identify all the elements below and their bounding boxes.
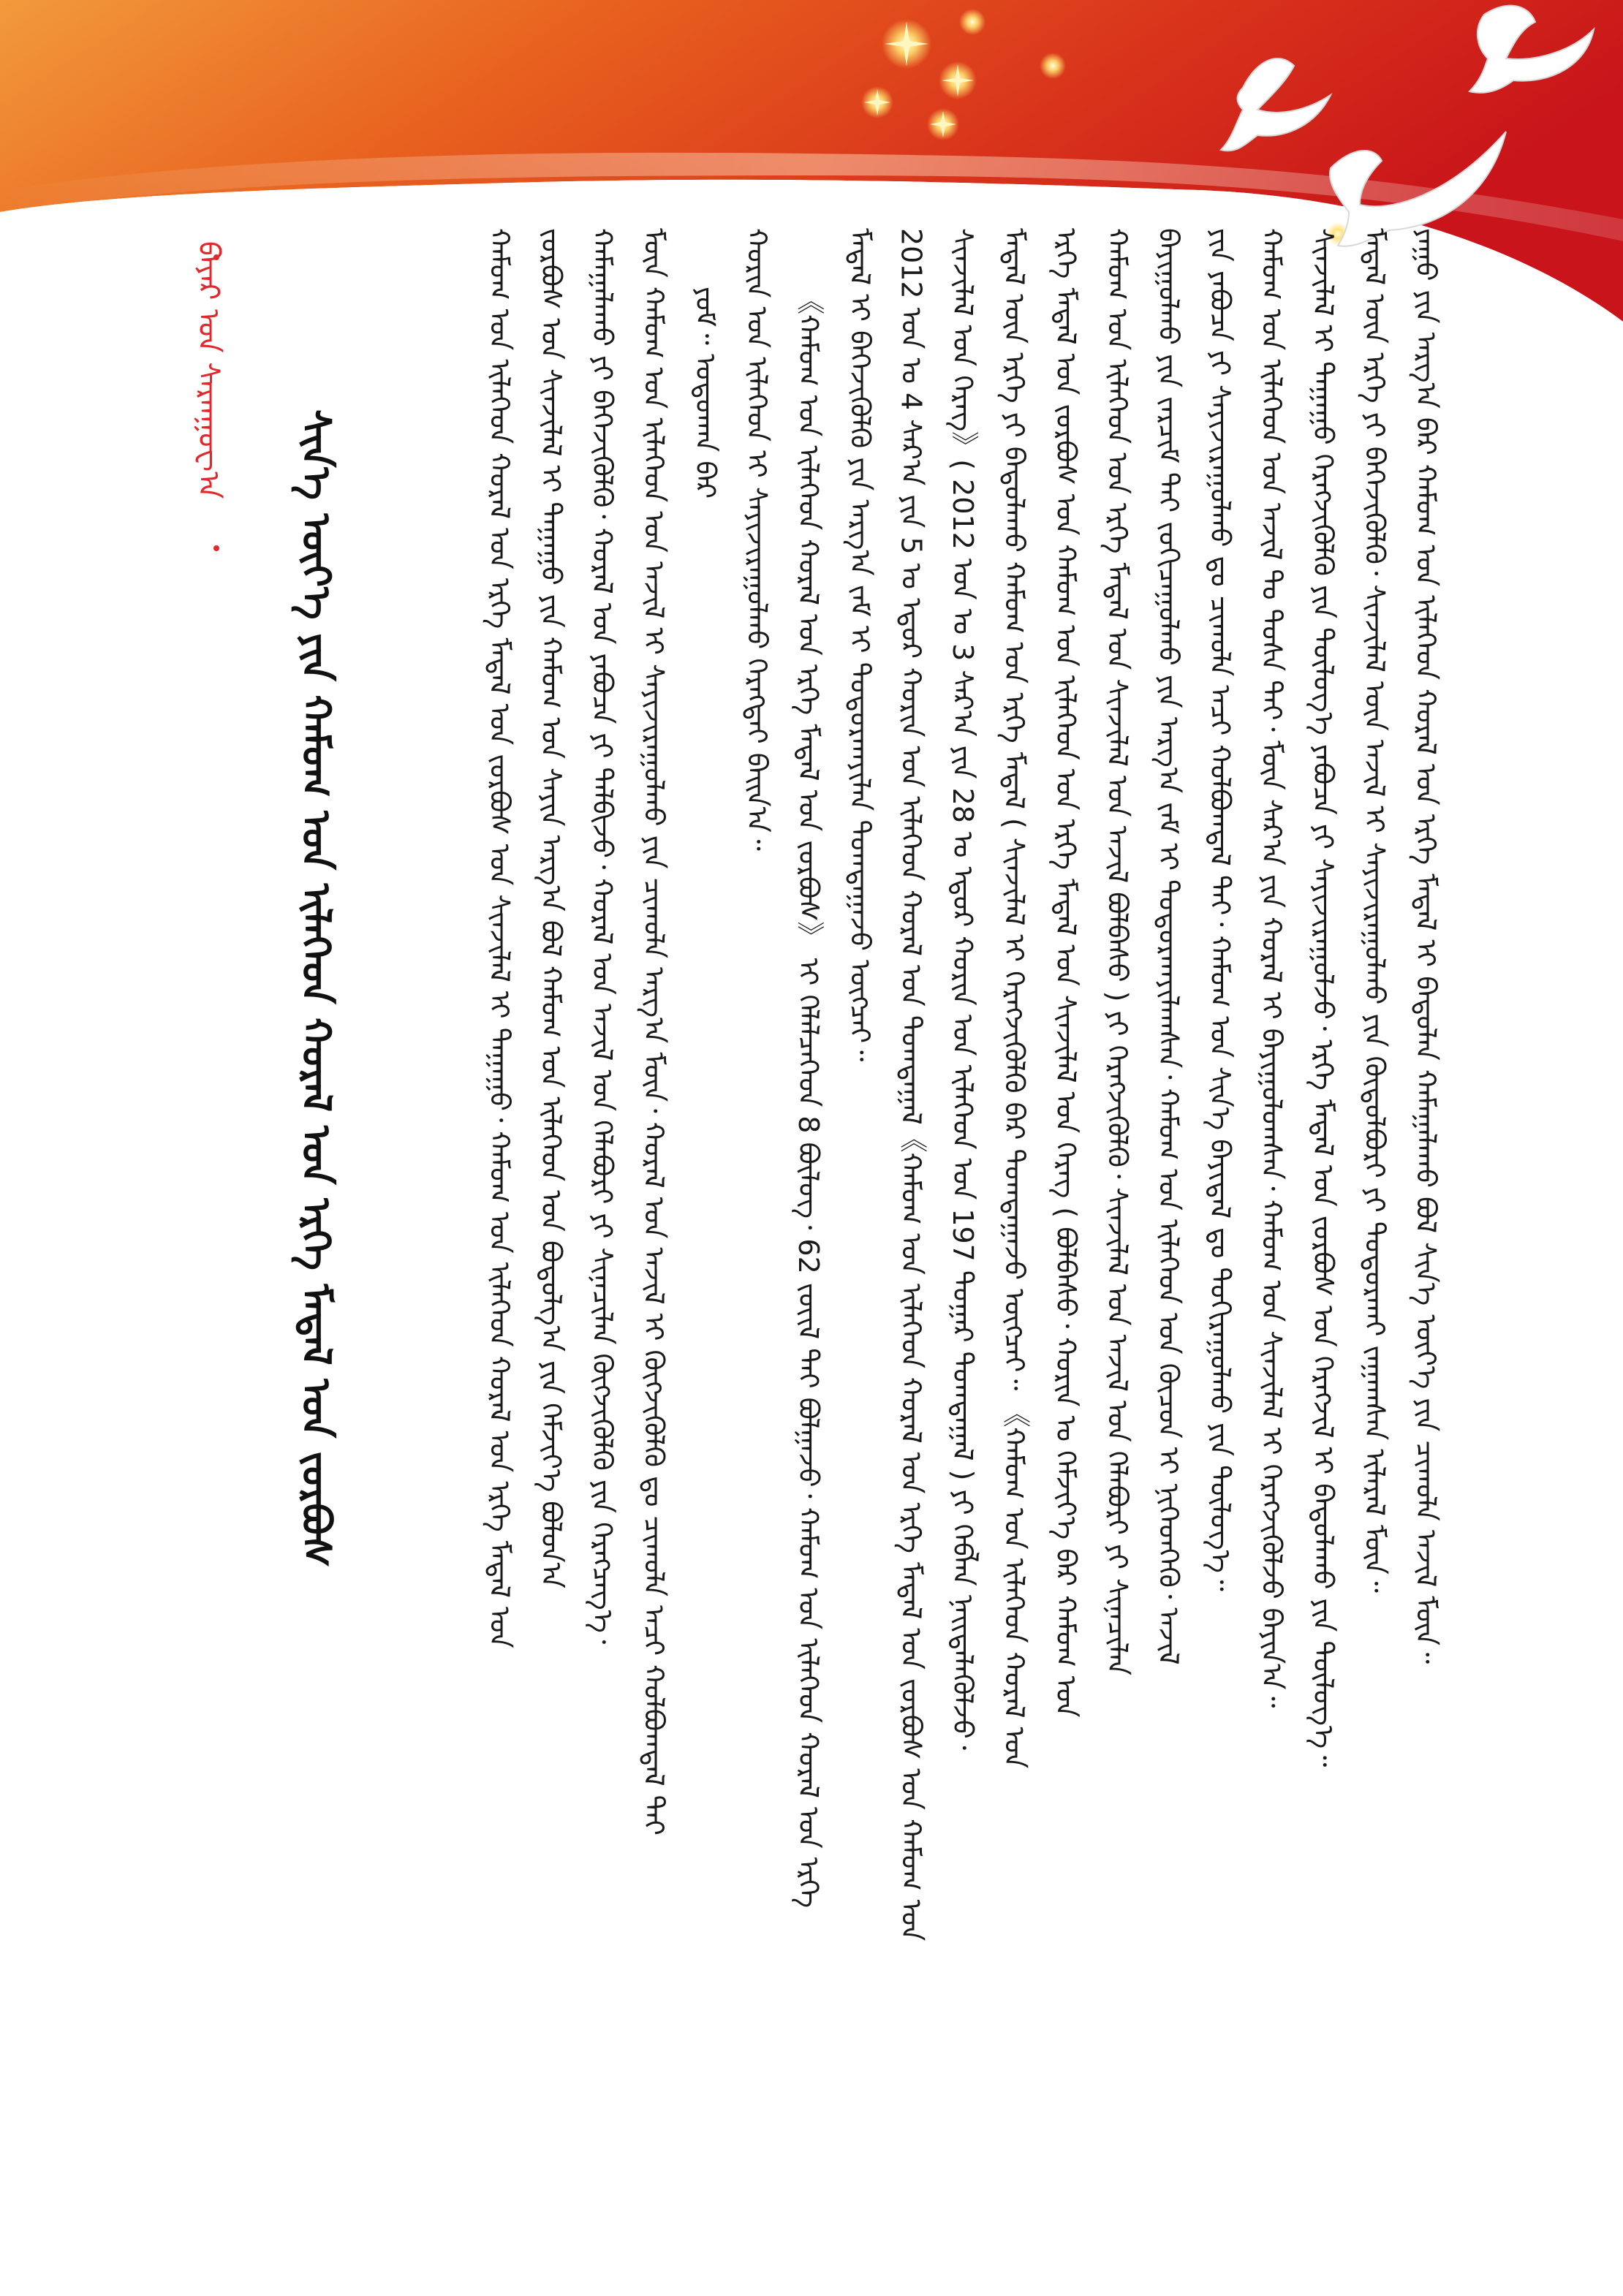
text-column-8: ᠮᠡᠳᠡᠯ ᠢ ᠪᠡᠬᠡᠵᠢᠭᠦᠯᠬᠦ ᠶᠢᠨ ᠠᠷᠭ᠎ᠠ ᠵᠠᠮ ᠢ ᠲᠣᠳᠣᠷᠬᠠᠶᠢᠯᠠᠨ ᠲᠣᠭᠲᠠᠭᠠᠵᠤ ᠥᠭᠴᠡᠢ᠃ [844,228,877,1062]
text-column-10: ᠰᠢᠨᠵᠢᠯᠡᠯ ᠤᠨ ᠬᠡᠷᠡᠭ》( 2012 ᠣᠨ ᠤ 3 ᠰᠠᠷ᠎ᠠ ᠶᠢᠨ 28 ᠤ ᠡᠳᠦᠷ ᠬᠣᠷᠢᠨ ᠤᠨ ᠢᠯᠡᠬᠡᠳ ᠤᠨ 197 ᠳᠤᠭᠠᠷ ᠲᠣᠭᠲᠠᠭᠠᠯ ) ᠶᠢ ᠬᠡᠪᠯᠡᠨ ᠨᠡᠢᠲᠡᠯᠡᠭᠦᠯᠵᠦ᠂ [947,228,980,1751]
author-bullet-dot [213,545,219,551]
text-column-12: ᠡᠷᠬᠡ ᠮᠡᠳᠡᠯ ᠤᠨ ᠵᠤᠷᠪᠤᠰ ᠤᠨ ᠬᠠᠮᠤᠭ ᠤᠨ ᠢᠯᠡᠬᠡᠳ ᠤᠨ ᠡᠷᠬᠡ ᠮᠡᠳᠡᠯ ᠤᠨ ᠰᠢᠨᠵᠢᠯᠡᠯ ᠤᠨ ᠬᠡᠷᠡᠭ ( ᠪᠣᠯᠪᠠᠰᠤ᠂ ᠬᠣᠷᠢᠨ ᠤ ᠬᠡᠮᠵᠢᠶ᠎ᠡ ᠪᠠᠷ ᠬᠠᠮᠤᠭ ᠤᠨ [1049,228,1082,1718]
text-column-18: ᠮᠡᠳᠡᠯ ᠦᠨ ᠡᠷᠬᠡ ᠶᠢ ᠪᠡᠬᠡᠵᠢᠭᠦᠯᠬᠦ᠂ ᠰᠢᠨᠵᠢᠯᠡᠯ ᠦᠨ ᠠᠵᠢᠯ ᠢ ᠰᠠᠶᠢᠵᠢᠷᠠᠭᠤᠯᠬᠤ ᠶᠢᠨ ᠬᠥᠲᠦᠯᠪᠦᠷᠢ ᠶᠢ ᠲᠤᠳᠤᠷᠬᠠᠢ ᠵᠠᠭᠠᠭᠰᠠᠨ ᠢᠯᠡᠷᠡᠯ ᠮᠥᠨ᠃ [1358,228,1391,1593]
text-column-16: ᠬᠠᠮᠤᠭ ᠤᠨ ᠢᠯᠡᠬᠡᠳ ᠤᠨ ᠠᠵᠢᠯ ᠲᠤ ᠲᠤᠰᠠ ᠲᠠᠢ᠂ ᠮᠥᠨ ᠰᠠᠷ᠎ᠠ ᠶᠢᠨ ᠬᠤᠷᠠᠯ ᠢ ᠪᠠᠶᠢᠭᠤᠯᠤᠭᠰᠠᠨ᠂ ᠬᠠᠮᠤᠭ ᠤᠨ ᠰᠢᠨᠵᠢᠯᠡᠯ ᠢ ᠬᠡᠷᠡᠭᠵᠢᠭᠦᠯᠵᠦ ᠪᠠᠶᠢᠨ᠎ᠠ᠃ [1255,228,1288,1708]
text-column-11: ᠮᠡᠳᠡᠯ ᠦᠨ ᠡᠷᠬᠡ ᠶᠢ ᠪᠠᠲᠤᠯᠠᠬᠤ ᠬᠠᠮᠤᠭ ᠤᠨ ᠡᠷᠬᠡ ᠮᠡᠳᠡᠯ ( ᠰᠢᠨᠵᠢᠯᠡᠯ ᠢ ᠬᠡᠷᠡᠭᠵᠢᠭᠦᠯᠬᠦ ᠪᠠᠷ ᠲᠣᠭᠲᠠᠭᠠᠵᠤ ᠥᠭᠴᠡᠢ᠃ 《ᠬᠠᠮᠤᠭ ᠤᠨ ᠢᠯᠡᠬᠡᠳ ᠬᠤᠷᠠᠯ ᠤᠨ [998,228,1031,1769]
text-column-7: 《ᠬᠠᠮᠤᠭ ᠤᠨ ᠢᠯᠡᠬᠡᠳ ᠬᠤᠷᠠᠯ ᠤᠨ ᠡᠷᠬᠡ ᠮᠡᠳᠡᠯ ᠤᠨ ᠵᠤᠷᠪᠤᠰ》 ᠢ ᠬᠡᠯᠡᠯᠴᠡᠭᠡᠳ 8 ᠪᠦᠯᠦᠭ᠂ 62 ᠵᠦᠢᠯ ᠲᠠᠢ ᠪᠣᠯᠭᠠᠵᠤ᠂ ᠬᠠᠮᠤᠭ ᠤᠨ ᠢᠯᠡᠬᠡᠳ ᠬᠤᠷᠠᠯ ᠤᠨ ᠡᠷᠬᠡ [792,287,825,1909]
text-column-1: ᠬᠠᠮᠤᠭ ᠤᠨ ᠢᠯᠡᠬᠡᠳ ᠬᠤᠷᠠᠯ ᠤᠨ ᠡᠷᠬᠡ ᠮᠡᠳᠡᠯ ᠤᠨ ᠵᠤᠷᠪᠤᠰ ᠤᠨ ᠰᠢᠨᠵᠢᠯᠡᠯ ᠢ ᠳᠠᠭᠠᠭᠤ᠂ ᠬᠠᠮᠤᠭ ᠤᠨ ᠢᠯᠡᠬᠡᠳ ᠬᠤᠷᠠᠯ ᠤᠨ ᠡᠷᠬᠡ ᠮᠡᠳᠡᠯ ᠤᠨ [483,228,516,1648]
text-column-6: ᠬᠣᠷᠢᠨ ᠤᠨ ᠢᠯᠡᠬᠡᠳ ᠢ ᠰᠠᠶᠢᠵᠢᠷᠠᠭᠤᠯᠬᠤ ᠬᠡᠷᠡᠭᠲᠡᠢ ᠪᠠᠢᠨ᠎ᠠ᠃ [741,228,773,851]
text-column-13: ᠬᠠᠮᠤᠭ ᠤᠨ ᠢᠯᠡᠬᠡᠳ ᠤᠨ ᠡᠷᠬᠡ ᠮᠡᠳᠡᠯ ᠤᠨ ᠰᠢᠨᠵᠢᠯᠡᠯ ᠤᠨ ᠠᠵᠢᠯ ᠪᠣᠯᠪᠠᠰᠤ ) ᠶᠢ ᠬᠡᠷᠡᠭᠵᠢᠭᠦᠯᠬᠦ᠂ ᠰᠢᠨᠵᠢᠯᠡᠯ ᠤᠨ ᠠᠵᠢᠯ ᠤᠨ ᠬᠡᠯᠡᠪᠦᠷᠢ ᠶᠢ ᠰᠢᠨᠡᠴᠢᠯᠡᠨ [1101,228,1134,1676]
article-body [474,228,1442,2099]
text-column-15: ᠶᠢᠨ ᠶᠠᠪᠤᠴᠠ ᠶᠢ ᠰᠠᠶᠢᠵᠢᠷᠠᠭᠤᠯᠬᠤ ᠳᠤ ᠴᠢᠬᠤᠯᠠ ᠠᠴᠢ ᠬᠤᠯᠪᠤᠭᠳᠠᠯ ᠲᠠᠢ᠂ ᠬᠠᠮᠤᠭ ᠤᠨ ᠰᠢᠨ᠎ᠡ ᠪᠠᠶᠢᠳᠠᠯ ᠳᠤ ᠲᠣᠬᠢᠷᠠᠭᠤᠯᠬᠤ ᠶᠢᠨ ᠲᠥᠯᠦᠭ᠎ᠡ᠃ [1204,228,1237,1591]
text-column-9: 2012 ᠣᠨ ᠤ 4 ᠰᠠᠷ᠎ᠠ ᠶᠢᠨ 5 ᠤ ᠡᠳᠦᠷ ᠬᠣᠷᠢᠨ ᠤᠨ ᠢᠯᠡᠬᠡᠳ ᠬᠤᠷᠠᠯ ᠤᠨ ᠲᠣᠭᠲᠠᠭᠠᠯ《ᠬᠠᠮᠤᠭ ᠤᠨ ᠢᠯᠡᠬᠡᠳ ᠬᠤᠷᠠᠯ ᠤᠨ ᠡᠷᠬᠡ ᠮᠡᠳᠡᠯ ᠤᠨ ᠵᠤᠷᠪᠤᠰ ᠤᠨ ᠬᠠᠮᠤᠭ ᠤᠨ [895,228,928,1941]
article-title: ᠰᠢᠨ᠎ᠡ ᠦᠶ᠎ᠡ ᠶᠢᠨ ᠬᠠᠮᠤᠭ ᠤᠨ ᠢᠯᠡᠬᠡᠳ ᠬᠤᠷᠠᠯ ᠤᠨ ᠡᠷᠬᠡ ᠮᠡᠳᠡᠯ ᠤᠨ ᠵᠤᠷᠪᠤᠰ [293,409,339,1567]
author-name: ᠪᠠᠶᠠᠷ ᠤᠨ ᠰᠠᠷᠠᠨᠭᠤᠸ᠎ᠠ [192,241,225,499]
text-column-5: ᠶᠤᠮ᠃ ᠣᠳᠣᠬᠠᠨ ᠪᠠᠷ [689,287,722,499]
text-column-2: ᠵᠤᠷᠪᠤᠰ ᠤᠨ ᠰᠢᠨᠵᠢᠯᠡᠯ ᠢ ᠳᠠᠭᠠᠭᠤ ᠶᠢᠨ ᠬᠠᠮᠤᠭ ᠤᠨ ᠰᠠᠶᠢᠨ ᠠᠷᠭ᠎ᠠ ᠪᠣᠯ ᠬᠠᠮᠤᠭ ᠤᠨ ᠢᠯᠡᠬᠡᠳ ᠤᠨ ᠪᠣᠳᠣᠯᠭ᠎ᠠ ᠶᠢᠨ ᠬᠡᠮᠵᠢᠶ᠎ᠡ ᠪᠣᠯᠤᠨ᠎ᠠ [534,228,567,1588]
text-column-17: ᠰᠢᠨᠵᠢᠯᠡᠯ ᠢ ᠳᠠᠭᠠᠭᠤ ᠬᠡᠷᠡᠭᠵᠢᠭᠦᠯᠬᠦ ᠶᠢᠨ ᠲᠥᠯᠦᠭ᠎ᠡ ᠶᠠᠪᠤᠴᠠ ᠶᠢ ᠰᠠᠶᠢᠵᠢᠷᠠᠭᠤᠯᠵᠤ᠂ ᠡᠷᠬᠡ ᠮᠡᠳᠡᠯ ᠤᠨ ᠵᠤᠷᠪᠤᠰ ᠤᠨ ᠬᠡᠷᠡᠭᠵᠢᠯ ᠢ ᠪᠠᠲᠤᠯᠠᠬᠤ ᠶᠢᠨ ᠲᠥᠯᠦᠭ᠎ᠡ᠃ [1306,228,1339,1768]
text-column-19: ᠶᠠᠭᠤ ᠶᠢᠨ ᠠᠷᠭ᠎ᠠ ᠪᠠᠷ ᠬᠠᠮᠤᠭ ᠤᠨ ᠢᠯᠡᠬᠡᠳ ᠬᠤᠷᠠᠯ ᠤᠨ ᠡᠷᠬᠡ ᠮᠡᠳᠡᠯ ᠢ ᠪᠠᠲᠤᠯᠠᠨ ᠬᠠᠮᠠᠭᠠᠯᠠᠬᠤ ᠪᠣᠯ ᠰᠢᠨ᠎ᠡ ᠦᠶ᠎ᠡ ᠶᠢᠨ ᠴᠢᠬᠤᠯᠠ ᠠᠵᠢᠯ ᠮᠥᠨ᠃ [1410,228,1442,1664]
text-column-14: ᠪᠠᠶᠢᠭᠤᠯᠬᠤ ᠶᠢᠨ ᠵᠠᠷᠴᠢᠮ ᠲᠠᠢ ᠵᠣᠬᠢᠴᠠᠭᠤᠯᠬᠤ ᠶᠢᠨ ᠠᠷᠭ᠎ᠠ ᠵᠠᠮ ᠢ ᠲᠣᠳᠣᠷᠬᠠᠶᠢᠯᠠᠭᠰᠠᠨ᠂ ᠬᠠᠮᠤᠭ ᠤᠨ ᠢᠯᠡᠬᠡᠳ ᠤᠨ ᠬᠦᠴᠦᠨ ᠢ ᠨᠢᠭᠡᠳᠭᠡᠬᠦ᠂ ᠠᠵᠢᠯ [1152,228,1185,1665]
text-column-4: ᠮᠥᠨ ᠬᠠᠮᠤᠭ ᠤᠨ ᠢᠯᠡᠬᠡᠳ ᠤᠨ ᠠᠵᠢᠯ ᠢ ᠰᠠᠶᠢᠵᠢᠷᠠᠭᠤᠯᠬᠤ ᠶᠢᠨ ᠴᠢᠬᠤᠯᠠ ᠠᠷᠭ᠎ᠠ ᠮᠥᠨ᠂ ᠬᠤᠷᠠᠯ ᠤᠨ ᠠᠵᠢᠯ ᠢ ᠬᠥᠭᠵᠢᠭᠦᠯᠬᠦ ᠳᠤ ᠴᠢᠬᠤᠯᠠ ᠠᠴᠢ ᠬᠤᠯᠪᠤᠭᠳᠠᠯ ᠲᠠᠢ [638,228,670,1835]
text-column-3: ᠬᠠᠮᠠᠭᠠᠯᠠᠬᠤ ᠶᠢ ᠪᠡᠬᠡᠵᠢᠭᠦᠯᠬᠦ᠂ ᠬᠤᠷᠠᠯ ᠤᠨ ᠶᠠᠪᠤᠴᠠ ᠶᠢ ᠲᠠᠯᠪᠢᠵᠤ᠂ ᠬᠤᠷᠠᠯ ᠤᠨ ᠠᠵᠢᠯ ᠤᠨ ᠬᠡᠯᠡᠪᠦᠷᠢ ᠶᠢ ᠰᠢᠨᠡᠴᠢᠯᠡᠨ ᠬᠦᠭᠵᠢᠭᠦᠯᠬᠦ ᠶᠢᠨ ᠬᠡᠷᠡᠭᠴᠡᠭ᠎ᠡ᠂ [586,228,619,1645]
